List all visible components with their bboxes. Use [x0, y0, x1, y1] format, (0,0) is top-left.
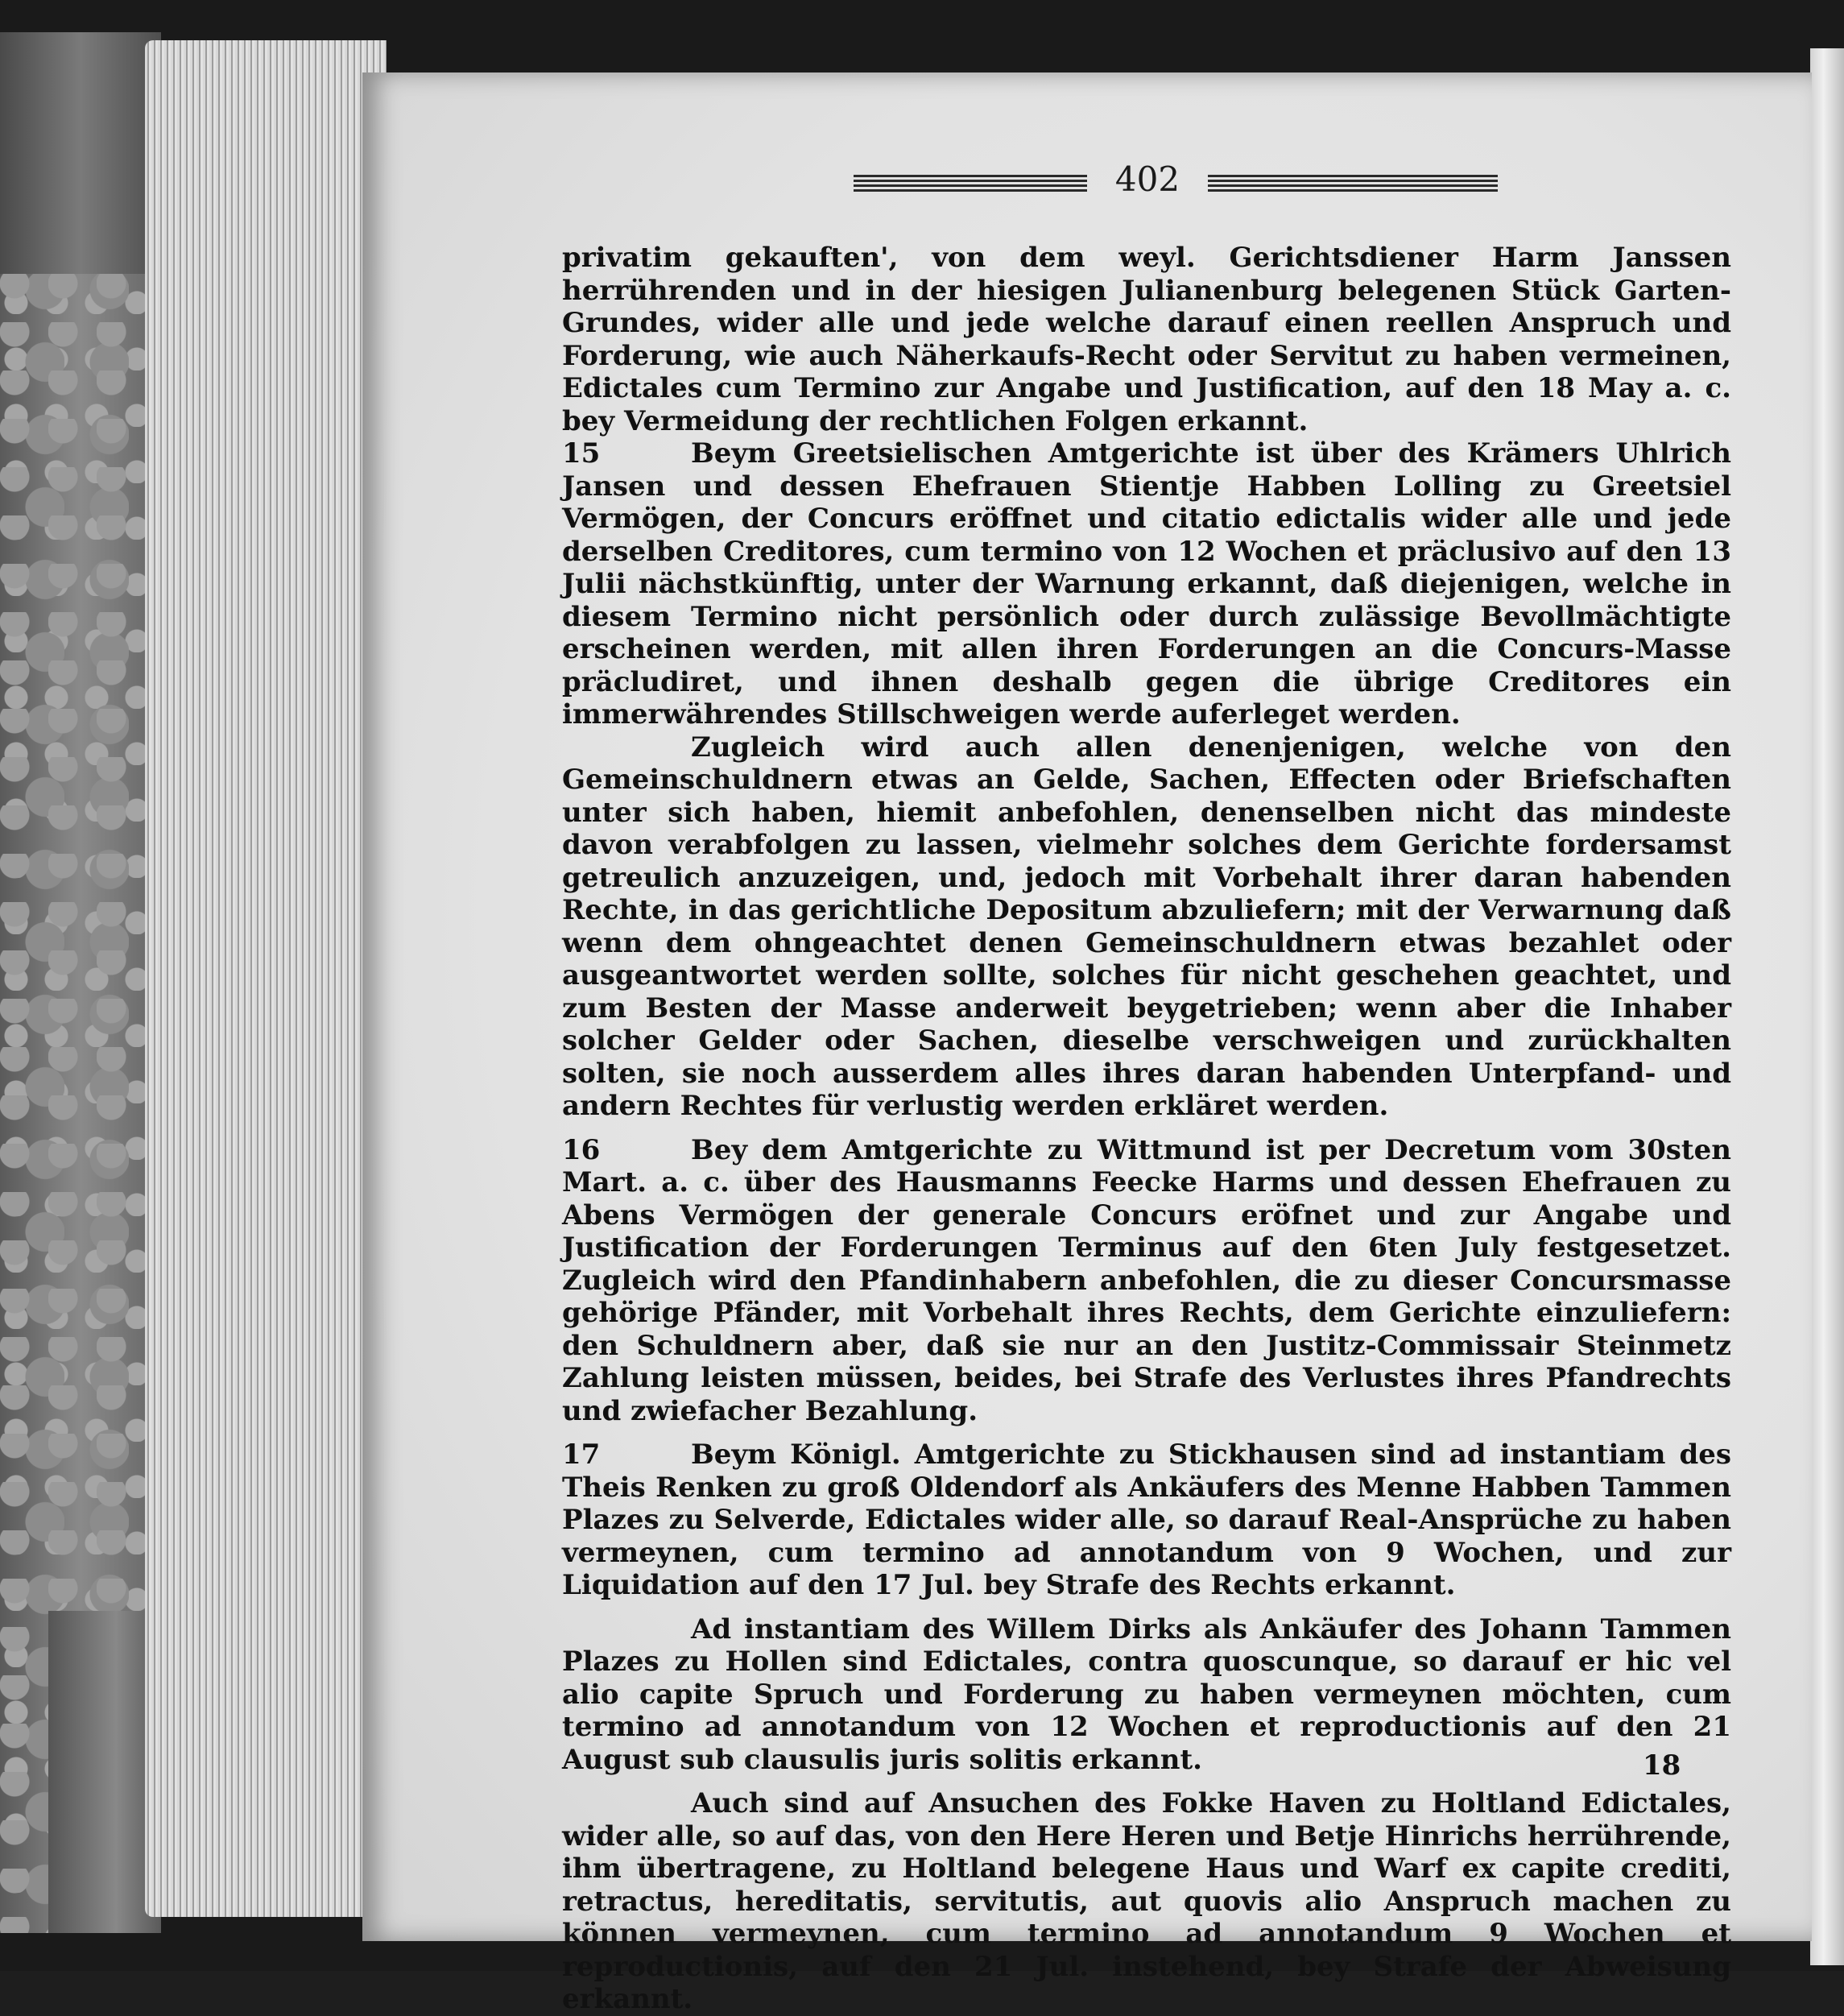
header-rule-right — [1208, 174, 1498, 192]
paragraph-text: Auch sind auf Ansuchen des Fokke Haven zu Holtland Edictales, wider alle, so auf das, von den Here Heren und Betje Hinrichs herrührende, ihm übertragene, zu Holtland belegene Haus und Warf ex capite crediti, retractus, hereditatis, servitutis, aut quovis alio Anspruch machen zu können vermeynen, cum termino ad annotandum 9 Wochen et reproductionis, auf den 21 Jul. instehend, bey Strafe der Abweisung erkannt. — [562, 1787, 1731, 2015]
paragraph-text: Beym Königl. Amtgerichte zu Stickhausen sind ad instantiam des Theis Renken zu groß Oldendorf als Ankäufers des Menne Habben Tammen Plazes zu Selverde, Edictales wider alle, so darauf Real-Ansprüche zu haben vermeynen, cum termino ad annotandum von 9 Wochen, und zur Liquidation auf den 17 Jul. bey Strafe des Rechts erkannt. — [562, 1439, 1731, 1601]
paragraph-17-instantiam — [562, 1613, 1731, 1777]
paragraph-text: Bey dem Amtgerichte zu Wittmund ist per Decretum vom 30sten Mart. a. c. über des Hausmanns Feecke Harms und dessen Ehefrauen zu Abens Vermögen der generale Concurs eröfnet und zur Angabe und Justification der Forderungen Terminus auf den 6ten July festgesetzet. Zugleich wird den Pfandinhabern anbefohlen, die zu dieser Concursmasse gehörige Pfänder, mit Vorbehalt ihres Rechts, dem Gerichte einzuliefern: den Schuldnern aber, daß sie nur an den Justitz-Commissair Steinmetz Zahlung leisten müssen, beides, bei Strafe des Verlustes ihres Pfandrechts und zwiefacher Bezahlung. — [562, 1133, 1731, 1427]
page-body — [562, 242, 1731, 2016]
paragraph-16 — [562, 1134, 1731, 1428]
page-number: 402 — [1114, 159, 1180, 199]
paragraph-text: privatim gekauften', von dem weyl. Gerichtsdiener Harm Janssen herrührenden und in der hiesigen Julianenburg belegenen Stück Garten-Grundes, wider alle und jede welche darauf einen reellen Anspruch und Forderung, wie auch Näherkaufs-Recht oder Servitut zu haben vermeinen, Edictales cum Termino zur Angabe und Justification, auf den 18 May a. c. bey Vermeidung der rechtlichen Folgen erkannt. — [562, 242, 1731, 437]
paragraph-15 — [562, 437, 1731, 731]
catchword: 18 — [1643, 1749, 1681, 1782]
cover-binding-bottom — [48, 1611, 161, 1933]
paragraph-number: 15 — [562, 437, 601, 470]
paragraph-text: Ad instantiam des Willem Dirks als Ankäufer des Johann Tammen Plazes zu Hollen sind Edictales, contra quoscunque, so darauf er hic vel alio capite Spruch und Forderung zu haben vermeynen möchten, cum termino ad annotandum von 12 Wochen et reproductionis auf den 21 August sub clausulis juris solitis erkannt. — [562, 1612, 1731, 1776]
page-header — [854, 159, 1466, 208]
paragraph-17-holtland — [562, 1787, 1731, 2016]
header-rule-left — [854, 174, 1087, 192]
paragraph-15-continued — [562, 731, 1731, 1123]
paragraph-17 — [562, 1439, 1731, 1602]
paragraph-text: Beym Greetsielischen Amtgerichte ist über des Krämers Uhlrich Jansen und dessen Ehefrauen Stientje Habben Lolling zu Greetsiel Vermögen, der Concurs eröffnet und citatio edictalis wider alle und jede derselben Creditores, cum termino von 12 Wochen et präclusivo auf den 13 Julii nächstkünftig, unter der Warnung erkannt, daß diejenigen, welche in diesem Termino nicht persönlich oder durch zulässige Bevollmächtigte erscheinen werden, mit allen ihren Forderungen an die Concurs-Masse präcludiret, und ihnen deshalb gegen die übrige Creditores ein immerwährendes Stillschweigen werde auferleget werden. — [562, 437, 1731, 731]
paragraph-number: 17 — [562, 1439, 601, 1471]
cover-binding-top — [0, 32, 161, 274]
paragraph-continuation — [562, 242, 1731, 437]
page-edges-left — [145, 40, 387, 1917]
page-edges-right — [1810, 48, 1844, 1965]
paragraph-text: Zugleich wird auch allen denenjenigen, welche von den Gemeinschuldnern etwas an Gelde, Sachen, Effecten oder Briefschaften unter sich haben, hiemit anbefohlen, denenselben nicht das mindeste davon verabfolgen zu lassen, vielmehr solches dem Gerichte fordersamst getreulich anzuzeigen, und, jedoch mit Vorbehalt ihrer daran habenden Rechte, in das gerichtliche Depositum abzuliefern; mit der Verwarnung daß wenn dem ohngeachtet denen Gemeinschuldnern etwas bezahlet oder ausgeantwortet werden sollte, solches für nicht geschehen geachtet, und zum Besten der Masse anderweit beygetrieben; wenn aber die Inhaber solcher Gelder oder Sachen, dieselbe verschweigen und zurückhalten solten, sie noch ausserdem alles ihres daran habenden Unterpfand- und andern Rechtes für verlustig werden erkläret werden. — [562, 731, 1731, 1122]
paragraph-number: 16 — [562, 1133, 601, 1166]
